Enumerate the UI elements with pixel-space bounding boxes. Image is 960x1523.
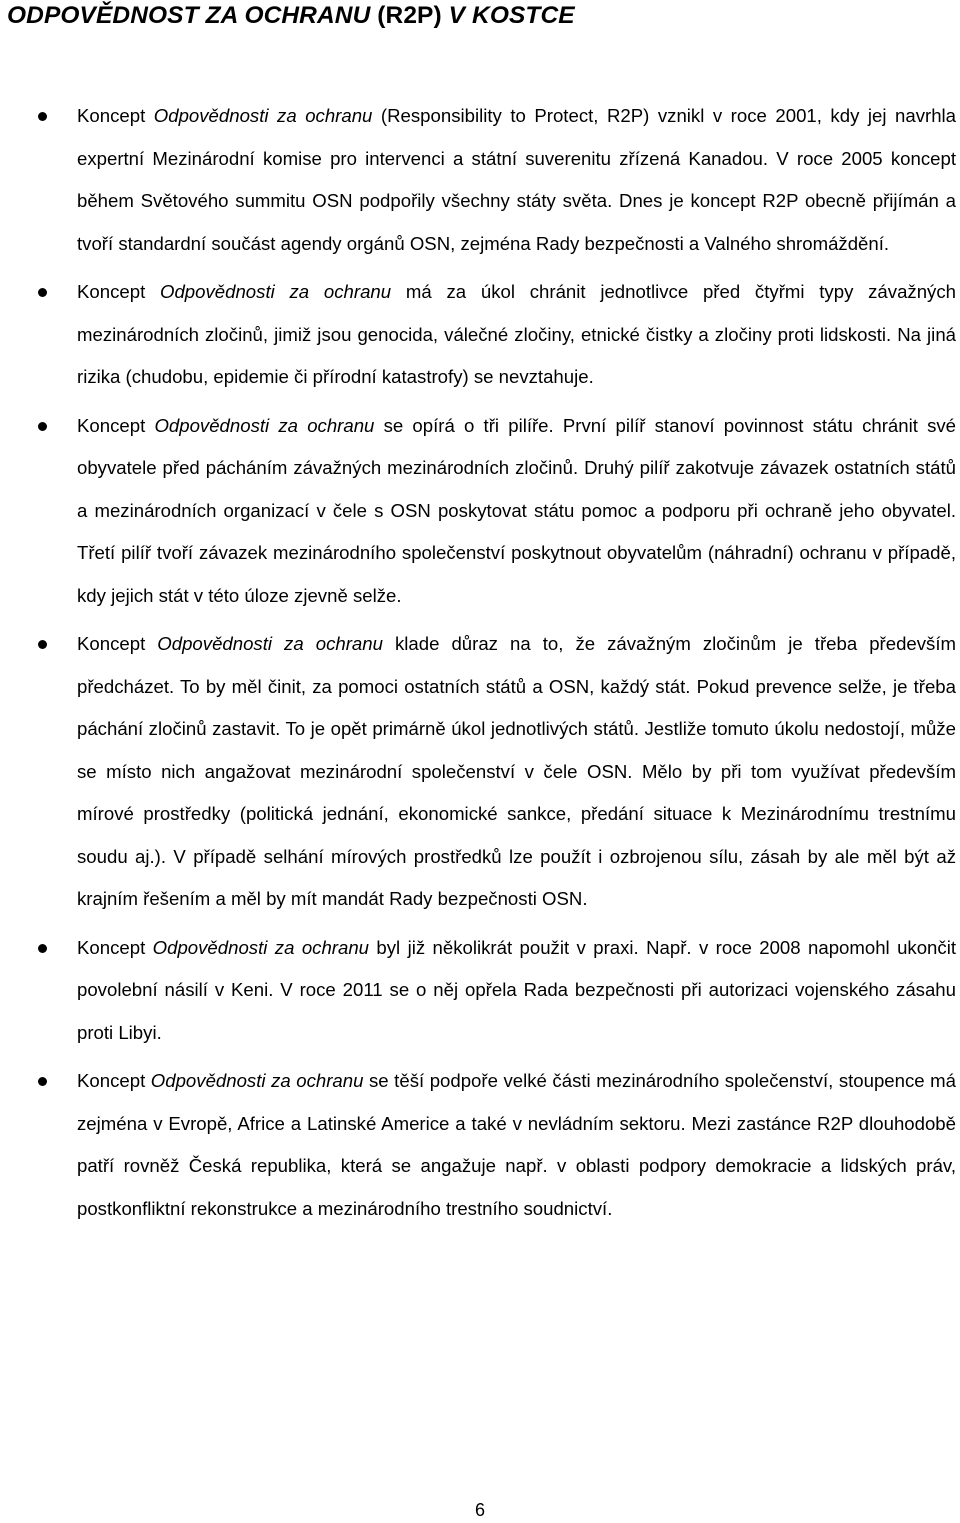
item-emphasis: Odpovědnosti za ochranu: [157, 633, 383, 654]
item-lead: Koncept: [77, 105, 154, 126]
item-text: klade důraz na to, že závažným zločinům je třeba především předcházet. To by měl činit, za pomoci ostatních států a OSN, každý stát. Pokud prevence selže, je třeba páchání zločinů zastavit. To je opět primárně úkol jednotlivých států. Jestliže tomuto úkolu nedostojí, může se místo nich angažovat mezinárodní společenství v čele OSN. Mělo by při tom využívat především mírové prostředky (politická jednání, ekonomické sankce, předání situace k Mezinárodnímu trestnímu soudu aj.). V případě selhání mírových prostředků lze použít i ozbrojenou sílu, zásah by ale měl být až krajním řešením a měl by mít mandát Rady bezpečnosti OSN.: [77, 633, 957, 909]
item-text: se opírá o tři pilíře. První pilíř stanoví povinnost státu chránit své obyvatele před pácháním závažných mezinárodních zločinů. Druhý pilíř zakotvuje závazek ostatních států a mezinárodních organizací v čele s OSN poskytovat státu pomoc a podporu při ochraně jeho obyvatel. Třetí pilíř tvoří závazek mezinárodního společenství poskytnout obyvatelům (náhradní) ochranu v případě, kdy jejich stát v této úloze zjevně selže.: [77, 414, 957, 606]
item-text: má za úkol chránit jednotlivce před čtyřmi typy závažných mezinárodních zločinů, jimiž jsou genocida, válečné zločiny, etnické čistky a zločiny proti lidskosti. Na jiná rizika (chudobu, epidemie či přírodní katastrofy) se nevztahuje.: [77, 281, 956, 387]
item-emphasis: Odpovědnosti za ochranu: [152, 936, 370, 958]
page-number: 6: [474, 1500, 485, 1520]
page-title: [7, 2, 575, 30]
bullet-icon: [38, 944, 47, 953]
bullet-icon: [38, 112, 47, 121]
item-text: se těší podpoře velké části mezinárodního společenství, stoupence má zejména v Evropě, Africe a Latinské Americe a také v nevládním sektoru. Mezi zastánce R2P dlouhodobě patří rovněž Česká republika, která se angažuje např. v oblasti podpory demokracie a lidských práv, postkonfliktní rekonstrukce a mezinárodního trestního soudnictví.: [77, 1070, 956, 1219]
item-emphasis: Odpovědnosti za ochranu: [160, 281, 392, 302]
list-item: [0, 927, 960, 1055]
item-text: byl již několikrát použit v praxi. Např. v roce 2008 napomohl ukončit povolební násilí v Keni. V roce 2011 se o něj opřela Rada bezpečnosti při autorizaci vojenského zásahu proti Libyi.: [77, 936, 956, 1043]
item-emphasis: Odpovědnosti za ochranu: [154, 414, 375, 436]
item-lead: Koncept: [77, 1070, 151, 1091]
item-text: (Responsibility to Protect, R2P) vznikl v roce 2001, kdy jej navrhla expertní Mezinárodní komise pro intervenci a státní suverenitu zřízená Kanadou. V roce 2005 koncept během Světového summitu OSN podpořily všechny státy světa. Dnes je koncept R2P obecně přijímán a tvoří standardní součást agendy orgánů OSN, zejména Rady bezpečnosti a Valného shromáždění.: [77, 105, 957, 254]
list-item: [0, 623, 960, 921]
bullet-icon: [38, 1077, 47, 1086]
item-lead: Koncept: [77, 936, 153, 958]
item-lead: Koncept: [77, 281, 160, 302]
item-emphasis: Odpovědnosti za ochranu: [153, 105, 373, 126]
list-item: [0, 95, 960, 265]
item-emphasis: Odpovědnosti za ochranu: [150, 1070, 364, 1091]
title-abbrev: (R2P): [377, 2, 442, 29]
item-lead: Koncept: [77, 633, 158, 654]
bullet-list: [0, 95, 960, 1230]
bullet-icon: [38, 640, 47, 649]
list-item: [0, 271, 960, 399]
title-main: ODPOVĚDNOST ZA OCHRANU: [7, 2, 378, 29]
list-item: [0, 1060, 960, 1230]
bullet-icon: [38, 422, 47, 431]
item-lead: Koncept: [77, 414, 155, 436]
list-item: [0, 405, 960, 618]
title-suffix: V KOSTCE: [441, 2, 575, 29]
bullet-icon: [38, 288, 47, 297]
